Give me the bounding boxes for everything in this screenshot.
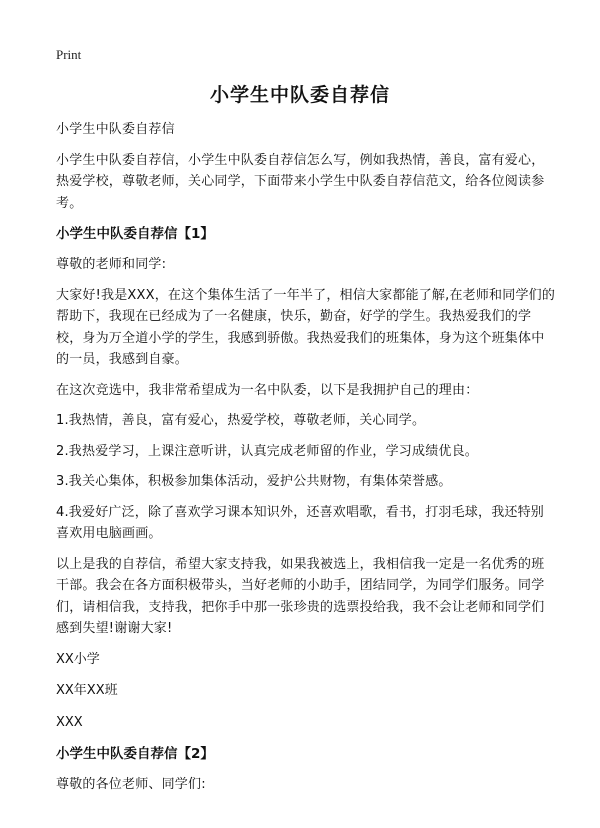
letter-1-closing: 以上是我的自荐信，希望大家支持我，如果我被选上，我相信我一定是一名优秀的班干部。我会在各方面积极带头，当好老师的小助手，团结同学，为同学们服务。同学们，请相信我，支持我，把你手中那一张珍贵的选票投给我，我不会让老师和同学们感到失望!谢谢大家! <box>56 556 545 636</box>
letter-1-reason: 3.我关心集体，积极参加集体活动，爱护公共财物，有集体荣誉感。 <box>56 474 452 489</box>
print-link[interactable]: Print <box>56 47 82 62</box>
letter-1-heading: 小学生中队委自荐信【1】 <box>56 226 214 242</box>
signature-name: XXX <box>56 714 83 730</box>
letter-1-reason: 4.我爱好广泛，除了喜欢学习课本知识外，还喜欢唱歌，看书，打羽毛球，我还特别喜欢用电脑画画。 <box>56 504 545 541</box>
letter-2-heading: 小学生中队委自荐信【2】 <box>56 746 214 762</box>
document-subtitle: 小学生中队委自荐信 <box>56 122 175 137</box>
letter-1-reason: 2.我热爱学习，上课注意听讲，认真完成老师留的作业，学习成绩优良。 <box>56 443 479 459</box>
letter-1-salutation: 尊敬的老师和同学: <box>56 257 167 272</box>
intro-paragraph: 小学生中队委自荐信，小学生中队委自荐信怎么写，例如我热情，善良，富有爱心，热爱学校，尊敬老师，关心同学，下面带来小学生中队委自荐信范文，给各位阅读参考。 <box>56 152 545 211</box>
page-title: 小学生中队委自荐信 <box>209 84 390 106</box>
letter-1-paragraph: 大家好!我是XXX，在这个集体生活了一年半了，相信大家都能了解,在老师和同学们的帮助下，我现在已经成为了一名健康，快乐，勤奋，好学的学生。我热爱我们的学校，身为万全道小学的学生，我感到骄傲。我热爱我们的班集体，身为这个班集体中的一员，我感到自豪。 <box>56 287 556 367</box>
letter-1-reason: 1.我热情，善良，富有爱心，热爱学校，尊敬老师，关心同学。 <box>56 413 426 428</box>
signature-school: XX小学 <box>56 651 100 667</box>
signature-class: XX年XX班 <box>56 683 118 698</box>
document-body <box>56 119 556 805</box>
letter-1-paragraph: 在这次竞选中，我非常希望成为一名中队委，以下是我拥护自己的理由： <box>56 382 479 398</box>
letter-2-salutation: 尊敬的各位老师、同学们: <box>56 777 206 792</box>
